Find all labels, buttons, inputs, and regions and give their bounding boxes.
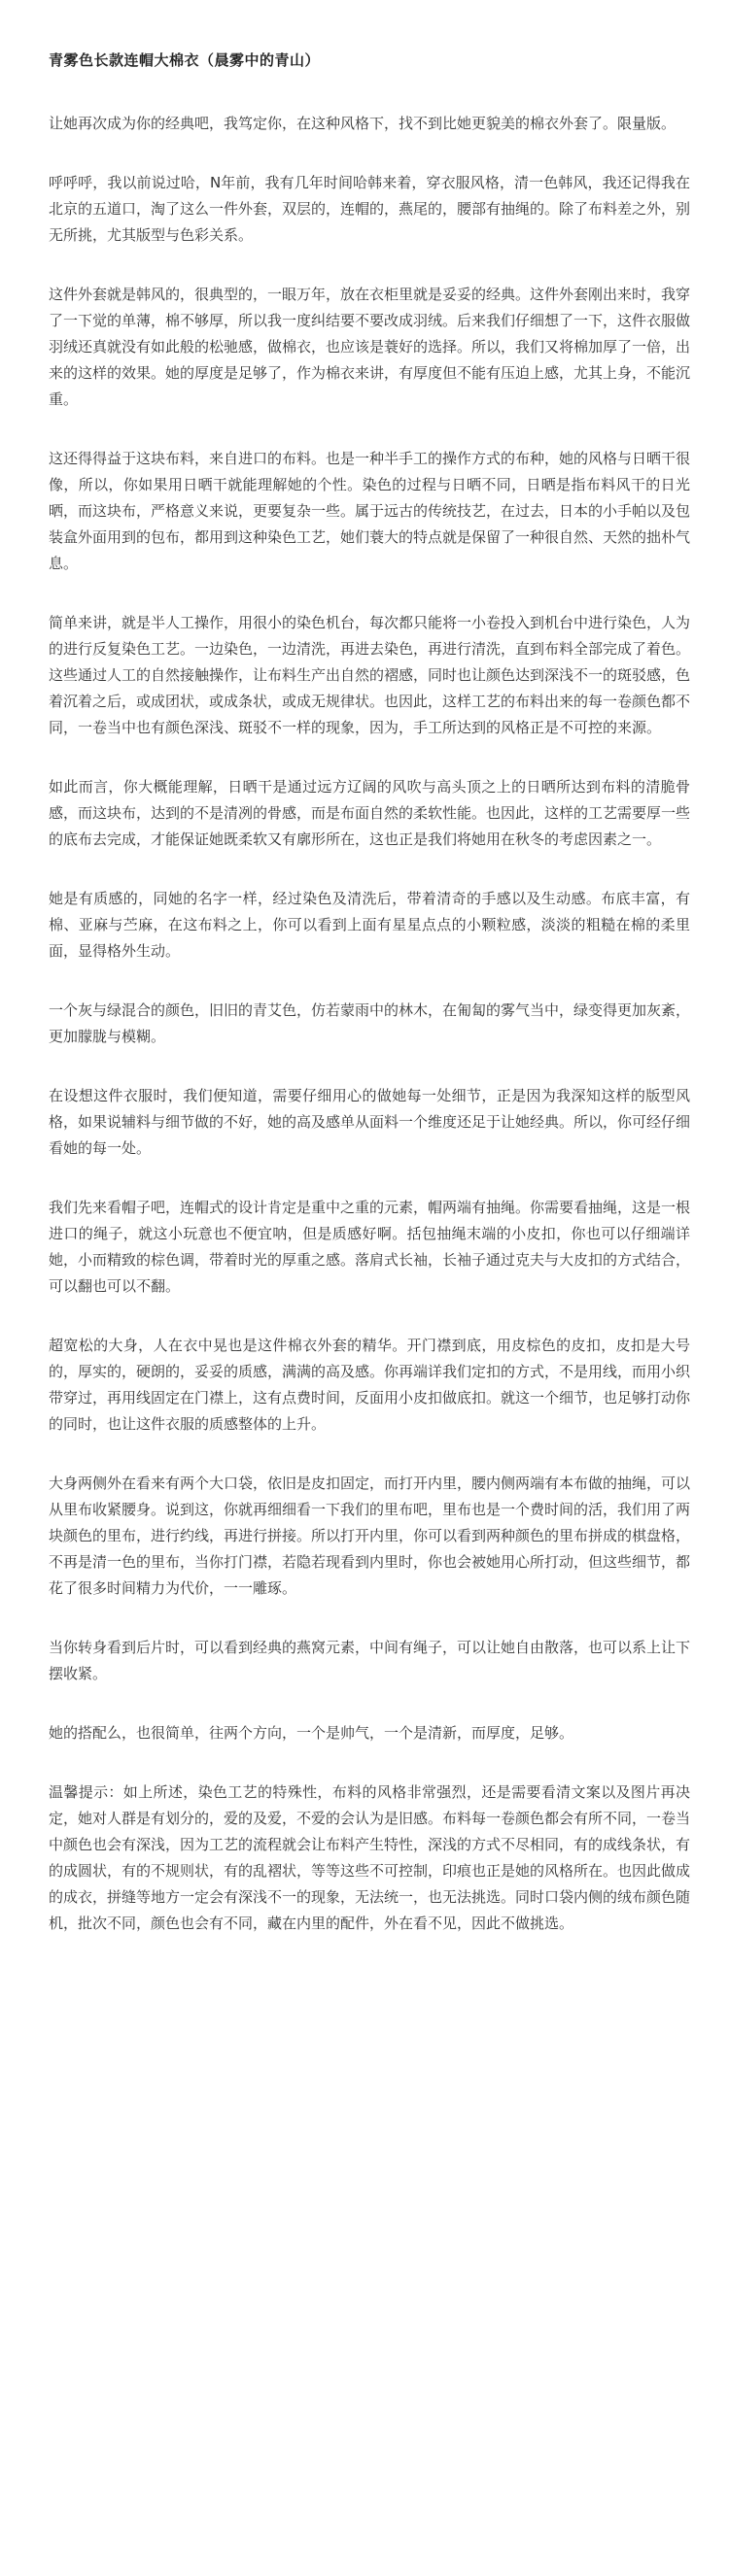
- description-paragraph: 在设想这件衣服时，我们便知道，需要仔细用心的做她每一处细节，正是因为我深知这样的版型风格，如果说辅料与细节做的不好，她的高及感单从面料一个维度还足于让她经典。所以，你可经仔细看她的每一处。: [49, 1087, 691, 1157]
- description-paragraph: 我们先来看帽子吧，连帽式的设计肯定是重中之重的元素，帽两端有抽绳。你需要看抽绳，这是一根进口的绳子，就这小玩意也不便宜呐，但是质感好啊。括包抽绳末端的小皮扣，你也可以仔细端详她，小而精致的棕色调，带着时光的厚重之感。落肩式长袖，长袖子通过克夫与大皮扣的方式结合，可以翻也可以不翻。: [49, 1199, 691, 1295]
- description-paragraph: 超宽松的大身，人在衣中晃也是这件棉衣外套的精华。开门襟到底，用皮棕色的皮扣，皮扣是大号的，厚实的，硬朗的，妥妥的质感，满满的高及感。你再端详我们定扣的方式，不是用线，而用小织带穿过，再用线固定在门襟上，这有点费时间，反面用小皮扣做底扣。就这一个细节，也足够打动你的同时，也让这件衣服的质感整体的上升。: [49, 1337, 691, 1433]
- description-paragraph: 这件外套就是韩风的，很典型的，一眼万年，放在衣柜里就是妥妥的经典。这件外套刚出来时，我穿了一下觉的单薄，棉不够厚，所以我一度纠结要不要改成羽绒。后来我们仔细想了一下，这件衣服做羽绒还真就没有如此般的松驰感，做棉衣，也应该是蓑好的选择。所以，我们又将棉加厚了一倍，出来的这样的效果。她的厚度是足够了，作为棉衣来讲，有厚度但不能有压迫上感，尤其上身，不能沉重。: [49, 286, 691, 408]
- description-paragraph: 她的搭配么，也很简单，往两个方向，一个是帅气，一个是清新，而厚度，足够。: [49, 1724, 574, 1742]
- warm-tip-paragraph: 温馨提示：如上所述，染色工艺的特殊性，布料的风格非常强烈，还是需要看清文案以及图片再决定，她对人群是有划分的，爱的及爱，不爱的会认为是旧感。布料每一卷颜色都会有所不同，一卷当中颜色也会有深浅，因为工艺的流程就会让布料产生特性，深浅的方式不尽相同，有的成线条状，有的成圆状，有的不规则状，有的乱褶状，等等这些不可控制，印痕也正是她的风格所在。也因此做成的成衣，拼缝等地方一定会有深浅不一的现象，无法统一，也无法挑选。同时口袋内侧的绒布颜色随机，批次不同，颜色也会有不同，藏在内里的配件，外在看不见，因此不做挑选。: [49, 1783, 691, 1932]
- page-title: 青雾色长款连帽大棉衣（晨雾中的青山）: [49, 51, 321, 69]
- description-paragraph: 这还得得益于这块布料，来自进口的布料。也是一种半手工的操作方式的布种，她的风格与日晒干很像，所以，你如果用日晒干就能理解她的个性。染色的过程与日晒不同，日晒是指布料风干的日光晒，而这块布，严格意义来说，更要复杂一些。属于远古的传统技艺，在过去，日本的小手帕以及包装盒外面用到的包布，都用到这种染色工艺，她们蓑大的特点就是保留了一种很自然、天然的拙朴气息。: [49, 450, 691, 572]
- description-paragraph: 如此而言，你大概能理解，日晒干是通过远方辽阔的风吹与高头顶之上的日晒所达到布料的清脆骨感，而这块布，达到的不是清冽的骨感，而是布面自然的柔软性能。也因此，这样的工艺需要厚一些的底布去完成，才能保证她既柔软又有廓形所在，这也正是我们将她用在秋冬的考虑因素之一。: [49, 778, 691, 848]
- description-paragraph: 简单来讲，就是半人工操作，用很小的染色机台，每次都只能将一小卷投入到机台中进行染色，人为的进行反复染色工艺。一边染色，一边清洗，再进去染色，再进行清洗，直到布料全部完成了着色。这些通过人工的自然接触操作，让布料生产出自然的褶感，同时也让颜色达到深浅不一的斑驳感，色着沉着之后，或成团状，或成条状，或成无规律状。也因此，这样工艺的布料出来的每一卷颜色都不同，一卷当中也有颜色深浅、斑驳不一样的现象，因为，手工所达到的风格正是不可控的来源。: [49, 614, 691, 736]
- description-paragraph: 她是有质感的，同她的名字一样，经过染色及清洗后，带着清奇的手感以及生动感。布底丰富，有棉、亚麻与苎麻，在这布料之上，你可以看到上面有星星点点的小颗粒感，淡淡的粗糙在棉的柔里面，显得格外生动。: [49, 890, 690, 960]
- description-paragraph: 大身两侧外在看来有两个大口袋，依旧是皮扣固定，而打开内里，腰内侧两端有本布做的抽绳，可以从里布收紧腰身。说到这，你就再细细看一下我们的里布吧，里布也是一个费时间的活，我们用了两块颜色的里布，进行约线，再进行拼接。所以打开内里，你可以看到两种颜色的里布拼成的棋盘格，不再是清一色的里布，当你打门襟，若隐若现看到内里时，你也会被她用心所打动，但这些细节，都花了很多时间精力为代价，一一雕琢。: [49, 1474, 691, 1597]
- description-paragraph: 当你转身看到后片时，可以看到经典的燕窝元素，中间有绳子，可以让她自由散落，也可以系上让下摆收紧。: [49, 1639, 691, 1682]
- description-paragraph: 呼呼呼，我以前说过哈，N年前，我有几年时间哈韩来着，穿衣服风格，清一色韩风，我还记得我在北京的五道口，淘了这么一件外套，双层的，连帽的，燕尾的，腰部有抽绳的。除了布料差之外，别无所挑，尤其版型与色彩关系。: [49, 174, 691, 244]
- description-paragraph: 让她再次成为你的经典吧，我笃定你，在这种风格下，找不到比她更貌美的棉衣外套了。限量版。: [49, 115, 677, 132]
- description-body: [49, 111, 690, 1937]
- description-paragraph: 一个灰与绿混合的颜色，旧旧的青艾色，仿若蒙雨中的林木，在匍匐的雾气当中，绿变得更加灰紊，更加朦胧与模糊。: [49, 1001, 691, 1045]
